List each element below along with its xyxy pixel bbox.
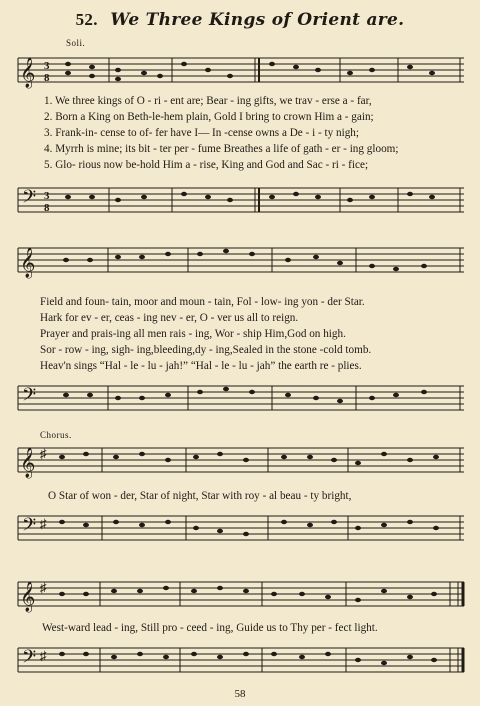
system-2-bass-staff <box>0 378 480 418</box>
svg-text:𝄞: 𝄞 <box>20 448 36 478</box>
verse-line-2: 2. Born a King on Beth-le-hem plain, Gold I bring to crown Him a - gain; <box>44 111 374 123</box>
verse-line-1: Field and foun- tain, moor and moun - tain, Fol - low- ing yon - der Star. <box>40 296 365 308</box>
system-3-treble-staff <box>0 440 480 480</box>
svg-text:♯: ♯ <box>40 648 47 663</box>
verse-line-3: 3. Frank-in- cense to of- fer have I— In -cense owns a De - i - ty nigh; <box>44 127 360 139</box>
hymn-name: We Three Kings of Orient are. <box>110 10 405 30</box>
verse-line-5: 5. Glo- rious now be-hold Him a - rise, King and God and Sac - ri - fice; <box>44 159 369 171</box>
verse-line-4: 4. Myrrh is mine; its bit - ter per - fume Breathes a life of gath - er - ing gloom; <box>44 143 399 155</box>
verse-line-5: Heav'n sings “Hal - le - lu - jah!” “Hal - le - lu - jah” the earth re - plies. <box>40 360 362 372</box>
system-1-bass-staff <box>0 180 480 220</box>
hymn-title <box>0 10 480 30</box>
hymn-number: 52. <box>75 10 98 29</box>
svg-text:♯: ♯ <box>40 446 47 461</box>
chorus-line-2: West-ward lead - ing, Still pro - ceed - ing, Guide us to Thy per - fect light. <box>42 622 378 634</box>
svg-text:𝄢: 𝄢 <box>22 515 37 540</box>
svg-text:𝄞: 𝄞 <box>20 58 36 88</box>
svg-text:3: 3 <box>44 190 50 202</box>
svg-text:8: 8 <box>44 202 50 214</box>
chorus-line-1: O Star of won - der, Star of night, Star with roy - al beau - ty bright, <box>48 490 352 502</box>
chorus-label: Chorus. <box>40 430 72 440</box>
verse-line-2: Hark for ev - er, ceas - ing nev - er, O - ver us all to reign. <box>40 312 299 324</box>
svg-text:♯: ♯ <box>40 580 47 595</box>
system-4-bass-staff <box>0 640 480 680</box>
verse-line-1: 1. We three kings of O - ri - ent are; Bear - ing gifts, we trav - erse a - far, <box>44 95 372 107</box>
system-1-treble-staff <box>0 50 480 90</box>
svg-text:8: 8 <box>44 72 50 84</box>
system-3-bass-staff <box>0 508 480 548</box>
svg-text:𝄞: 𝄞 <box>20 248 36 278</box>
page-number: 58 <box>234 688 246 700</box>
system-4-treble-staff <box>0 574 480 614</box>
svg-text:𝄢: 𝄢 <box>22 187 37 212</box>
svg-text:𝄞: 𝄞 <box>20 582 36 612</box>
svg-text:♯: ♯ <box>40 516 47 531</box>
svg-text:𝄢: 𝄢 <box>22 647 37 672</box>
soli-label: Soli. <box>66 38 86 48</box>
verse-line-3: Prayer and prais-ing all men rais - ing, Wor - ship Him,God on high. <box>40 328 346 340</box>
svg-text:𝄢: 𝄢 <box>22 385 37 410</box>
system-2-treble-staff <box>0 240 480 280</box>
svg-text:3: 3 <box>44 60 50 72</box>
verse-line-4: Sor - row - ing, sigh- ing,bleeding,dy - ing,Sealed in the stone -cold tomb. <box>40 344 372 356</box>
